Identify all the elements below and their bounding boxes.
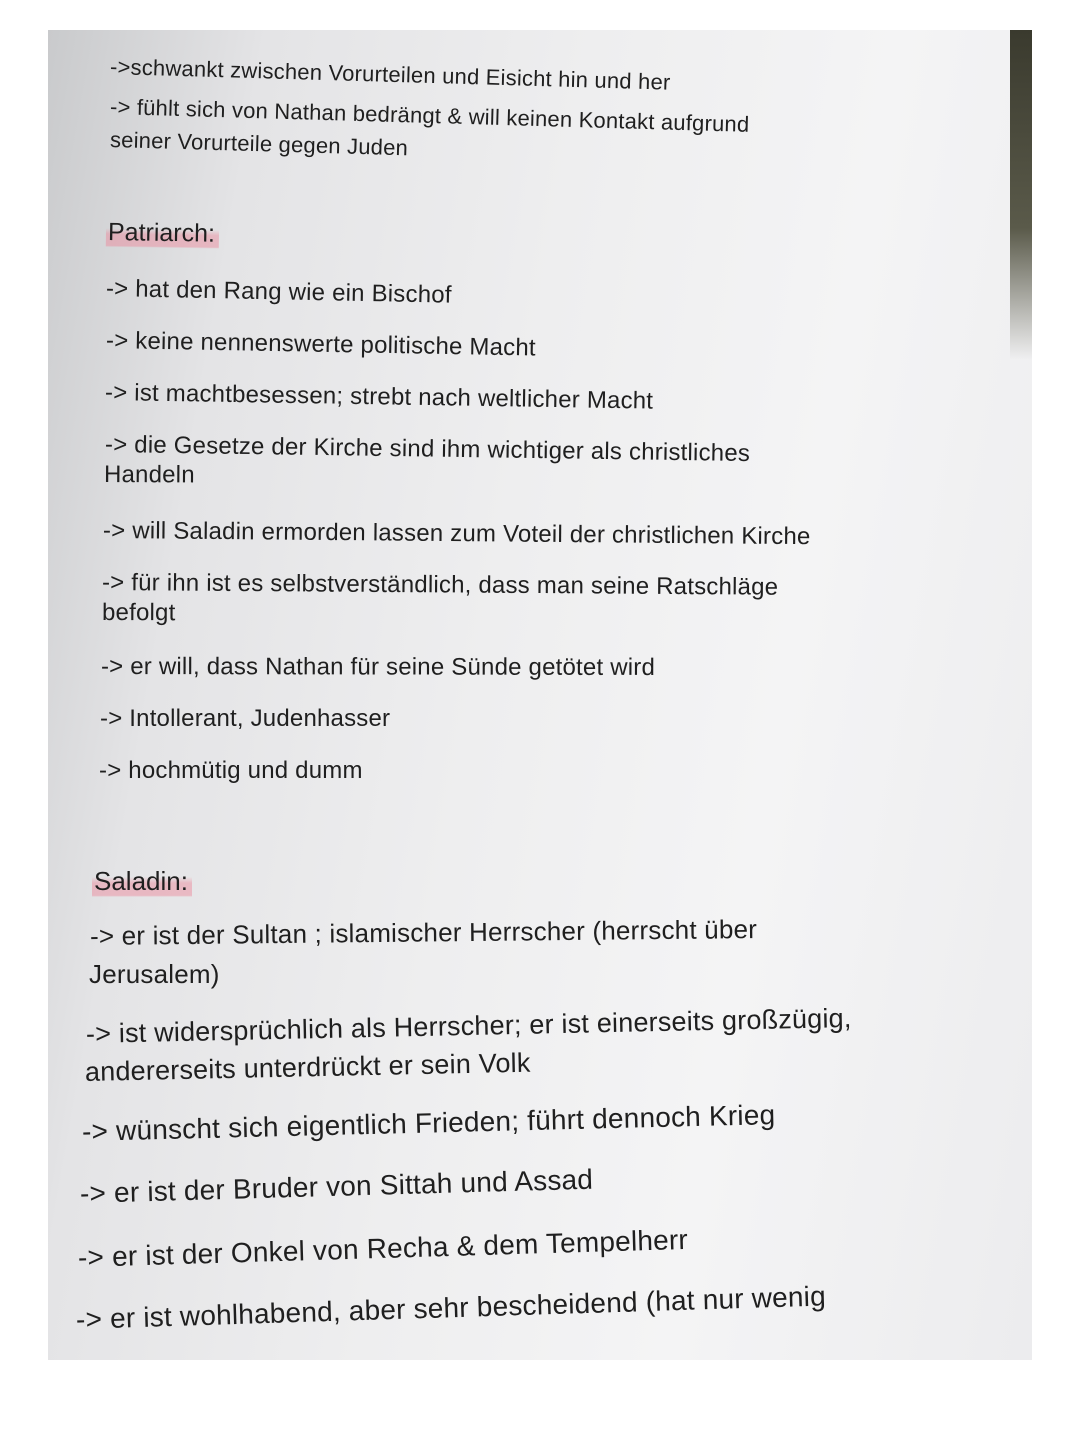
list-item: -> wünscht sich eigentlich Frieden; führt dennoch Krieg — [81, 1099, 776, 1147]
document-photo — [48, 30, 1032, 1360]
list-item: -> hat den Rang wie ein Bischof — [105, 275, 452, 309]
list-item-continuation: andererseits unterdrückt er sein Volk — [84, 1047, 531, 1087]
list-item: -> für ihn ist es selbstverständlich, dass man seine Ratschläge — [101, 569, 779, 601]
list-item: -> er will, dass Nathan für seine Sünde getötet wird — [100, 653, 656, 681]
list-item: -> er ist der Bruder von Sittah und Assad — [79, 1163, 594, 1209]
printed-sheet — [48, 30, 1032, 1360]
list-item: -> keine nennenswerte politische Macht — [105, 327, 537, 362]
list-item-continuation: Handeln — [103, 461, 195, 489]
list-item: -> ist widersprüchlich als Herrscher; er ist einerseits großzügig, — [85, 1002, 852, 1049]
list-item: -> ist machtbesessen; strebt nach weltlicher Macht — [104, 379, 654, 415]
section-heading-patriarch: Patriarch: — [106, 218, 219, 249]
text-line: -> fühlt sich von Nathan bedrängt & will keinen Kontakt aufgrund — [109, 94, 750, 137]
list-item-continuation: befolgt — [101, 599, 176, 627]
section-heading-saladin: Saladin: — [92, 866, 192, 897]
list-item: -> er ist der Sultan ; islamischer Herrscher (herrscht über — [89, 914, 758, 951]
list-item: -> will Saladin ermorden lassen zum Voteil der christlichen Kirche — [102, 517, 811, 551]
text-line: seiner Vorurteile gegen Juden — [109, 127, 409, 161]
list-item: -> hochmütig und dumm — [99, 757, 363, 784]
list-item: -> Intollerant, Judenhasser — [100, 705, 391, 732]
list-item-continuation: Jerusalem) — [89, 959, 220, 989]
list-item: -> er ist der Onkel von Recha & dem Tempelherr — [77, 1223, 689, 1273]
text-line: ->schwankt zwischen Vorurteilen und Eisicht hin und her — [109, 54, 671, 95]
list-item: -> er ist wohlhabend, aber sehr bescheidend (hat nur wenig — [75, 1280, 827, 1335]
list-item: -> die Gesetze der Kirche sind ihm wichtiger als christliches — [104, 431, 751, 468]
